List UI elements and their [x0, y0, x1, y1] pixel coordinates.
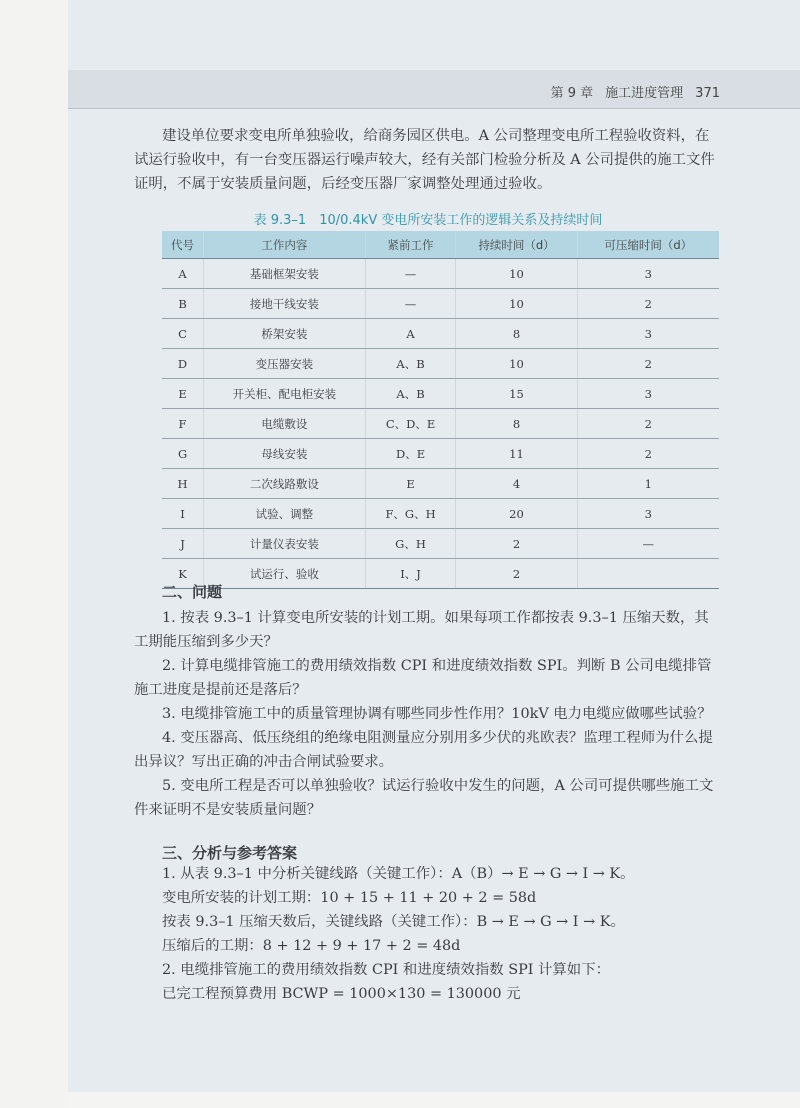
table-row: [162, 259, 719, 289]
compressible-cell: 2: [577, 349, 719, 379]
answer-line-2: 变电所安装的计划工期：10 + 15 + 11 + 20 + 2 = 58d: [162, 890, 537, 906]
answer-line-3: 按表 9.3–1 压缩天数后，关键线路（关键工作）：B → E → G → I → K。: [162, 914, 625, 930]
duration-cell: 2: [456, 529, 577, 559]
duration-cell: 15: [456, 379, 577, 409]
chapter-title: 施工进度管理: [605, 86, 684, 101]
compressible-cell: 2: [577, 289, 719, 319]
compressible-cell: 3: [577, 319, 719, 349]
answer-line-1: 1. 从表 9.3–1 中分析关键线路（关键工作）：A（B）→ E → G → I → K。: [162, 866, 635, 882]
work-cell: 桥架安装: [204, 319, 366, 349]
work-cell: 变压器安装: [204, 349, 366, 379]
intro-paragraph: 建设单位要求变电所单独验收，给商务园区供电。A 公司整理变电所工程验收资料，在试运行验收中，有一台变压器运行噪声较大，经有关部门检验分析及 A 公司提供的施工文件证明，不属于安装质量问题，后经变压器厂家调整处理通过验收。: [134, 128, 715, 192]
answer-line-6: 已完工程预算费用 BCWP = 1000×130 = 130000 元: [162, 986, 521, 1002]
question-4: 4. 变压器高、低压绕组的绝缘电阻测量应分别用多少伏的兆欧表？监理工程师为什么提出异议？写出正确的冲击合闸试验要求。: [134, 730, 713, 770]
code-cell: K: [162, 559, 204, 589]
col-duration: 持续时间（d）: [456, 231, 577, 259]
chapter-label: 第 9 章: [550, 86, 594, 101]
compressible-cell: 3: [577, 379, 719, 409]
work-cell: 二次线路敷设: [204, 469, 366, 499]
code-cell: G: [162, 439, 204, 469]
table-row: [162, 319, 719, 349]
predecessor-cell: A、B: [365, 379, 456, 409]
work-cell: 开关柜、配电柜安装: [204, 379, 366, 409]
predecessor-cell: G、H: [365, 529, 456, 559]
table-row: [162, 469, 719, 499]
question-3: 3. 电缆排管施工中的质量管理协调有哪些同步性作用？10kV 电力电缆应做哪些试验？: [162, 706, 712, 722]
predecessor-cell: F、G、H: [365, 499, 456, 529]
table-row: [162, 529, 719, 559]
code-cell: H: [162, 469, 204, 499]
compressible-cell: [577, 559, 719, 589]
duration-cell: 8: [456, 409, 577, 439]
code-cell: A: [162, 259, 204, 289]
table-row: [162, 439, 719, 469]
compressible-cell: 2: [577, 409, 719, 439]
work-cell: 电缆敷设: [204, 409, 366, 439]
col-compressible: 可压缩时间（d）: [577, 231, 719, 259]
question-5: 5. 变电所工程是否可以单独验收？试运行验收中发生的问题，A 公司可提供哪些施工文件来证明不是安装质量问题？: [134, 778, 714, 818]
work-table: [162, 231, 719, 589]
code-cell: I: [162, 499, 204, 529]
table-row: [162, 349, 719, 379]
page-number: 371: [695, 86, 720, 101]
question-2: 2. 计算电缆排管施工的费用绩效指数 CPI 和进度绩效指数 SPI。判断 B 公司电缆排管施工进度是提前还是落后？: [134, 658, 712, 698]
duration-cell: 8: [456, 319, 577, 349]
questions-block: [134, 606, 722, 822]
compressible-cell: 3: [577, 499, 719, 529]
answer-line-4: 压缩后的工期：8 + 12 + 9 + 17 + 2 = 48d: [162, 938, 461, 954]
duration-cell: 2: [456, 559, 577, 589]
table-header-row: [162, 231, 719, 259]
col-work: 工作内容: [204, 231, 366, 259]
duration-cell: 20: [456, 499, 577, 529]
predecessor-cell: A、B: [365, 349, 456, 379]
duration-cell: 10: [456, 349, 577, 379]
header-text: [551, 82, 720, 101]
predecessor-cell: D、E: [365, 439, 456, 469]
section2-heading: 二、问题: [162, 583, 223, 601]
section3-heading: 三、分析与参考答案: [162, 844, 298, 862]
table-row: [162, 289, 719, 319]
answers-block: [134, 862, 722, 1006]
answer-line-5: 2. 电缆排管施工的费用绩效指数 CPI 和进度绩效指数 SPI 计算如下：: [162, 962, 610, 978]
running-header: [68, 70, 800, 109]
compressible-cell: —: [577, 529, 719, 559]
col-code: 代号: [162, 231, 204, 259]
work-cell: 基础框架安装: [204, 259, 366, 289]
table-row: [162, 559, 719, 589]
code-cell: B: [162, 289, 204, 319]
work-cell: 试验、调整: [204, 499, 366, 529]
duration-cell: 4: [456, 469, 577, 499]
predecessor-cell: E: [365, 469, 456, 499]
table-row: [162, 499, 719, 529]
predecessor-cell: —: [365, 259, 456, 289]
compressible-cell: 3: [577, 259, 719, 289]
table-row: [162, 409, 719, 439]
page-bottom-band: [68, 1092, 800, 1108]
col-predecessor: 紧前工作: [365, 231, 456, 259]
work-cell: 试运行、验收: [204, 559, 366, 589]
code-cell: D: [162, 349, 204, 379]
work-cell: 接地干线安装: [204, 289, 366, 319]
duration-cell: 10: [456, 259, 577, 289]
duration-cell: 10: [456, 289, 577, 319]
predecessor-cell: I、J: [365, 559, 456, 589]
table-row: [162, 379, 719, 409]
code-cell: E: [162, 379, 204, 409]
predecessor-cell: —: [365, 289, 456, 319]
code-cell: J: [162, 529, 204, 559]
work-cell: 计量仪表安装: [204, 529, 366, 559]
code-cell: C: [162, 319, 204, 349]
compressible-cell: 1: [577, 469, 719, 499]
compressible-cell: 2: [577, 439, 719, 469]
table-caption: 表 9.3–1 10/0.4kV 变电所安装工作的逻辑关系及持续时间: [253, 213, 603, 228]
work-cell: 母线安装: [204, 439, 366, 469]
code-cell: F: [162, 409, 204, 439]
duration-cell: 11: [456, 439, 577, 469]
question-1: 1. 按表 9.3–1 计算变电所安装的计划工期。如果每项工作都按表 9.3–1 压缩天数，其工期能压缩到多少天？: [134, 610, 709, 650]
intro-block: [134, 124, 722, 196]
predecessor-cell: A: [365, 319, 456, 349]
predecessor-cell: C、D、E: [365, 409, 456, 439]
